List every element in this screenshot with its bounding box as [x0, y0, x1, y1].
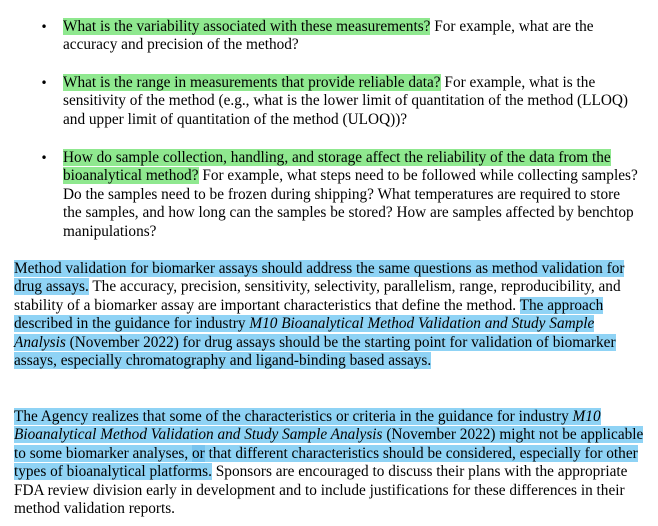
bullet-icon: •: [40, 20, 48, 34]
highlight-sentence: Method validation for biomarker assays should address the same questions as method validation for drug assays.: [14, 260, 625, 296]
highlighted-question: What is the range in measurements that provide reliable data?: [63, 74, 441, 91]
highlight-word: or: [192, 444, 205, 462]
list-item: [40, 149, 641, 241]
highlight-sentence: that different characteristics should be considered, especially for other types of bioanalytical platforms.: [14, 444, 638, 481]
bullet-icon: •: [40, 76, 48, 90]
paragraph-method-validation: [14, 260, 646, 370]
guidance-title: M10 Bioanalytical Method Validation and Study Sample Analysis: [14, 408, 601, 444]
highlight-text: The approach described in the guidance for industry: [14, 296, 604, 333]
highlighted-question: How do sample collection, handling, and storage affect the reliability of the data from the bioanalytical method?: [63, 149, 611, 185]
list-item: [40, 18, 641, 55]
plain-text: Sponsors are encouraged to discuss their plans with the appropriate FDA review division early in development and to include justifications for these differences in their method validation reports.: [14, 463, 628, 518]
list-item: [40, 74, 641, 129]
question-detail: For example, what are the accuracy and precision of the method?: [63, 18, 594, 54]
highlight-text: (November 2022) might not be applicable to some biomarker analyses,: [14, 426, 644, 462]
highlight-text: The Agency realizes that some of the characteristics or criteria in the guidance for industry: [14, 408, 573, 425]
paragraph-agency: [14, 408, 646, 518]
guidance-title: M10 Bioanalytical Method Validation and Study Sample Analysis: [14, 315, 595, 351]
bullet-icon: •: [40, 151, 48, 165]
question-detail: For example, what steps need to be followed while collecting samples? Do the samples need to be frozen during shipping? What temperatures are required to store the samples, and how long can the samples be stored? How are samples affected by benchtop manipulations?: [63, 167, 638, 240]
plain-text: The accuracy, precision, sensitivity, selectivity, parallelism, range, reproducibility, and stability of a biomarker assay are important characteristics that define the method.: [14, 278, 621, 314]
highlight-text: (November 2022) for drug assays should be the starting point for validation of biomarker assays, especially chromatography and ligand-binding based assays.: [14, 333, 616, 370]
question-detail: For example, what is the sensitivity of the method (e.g., what is the lower limit of quantitation of the method (LLOQ) and upper limit of quantitation of the method (ULOQ))?: [63, 74, 629, 128]
highlighted-question: What is the variability associated with these measurements?: [63, 18, 431, 35]
